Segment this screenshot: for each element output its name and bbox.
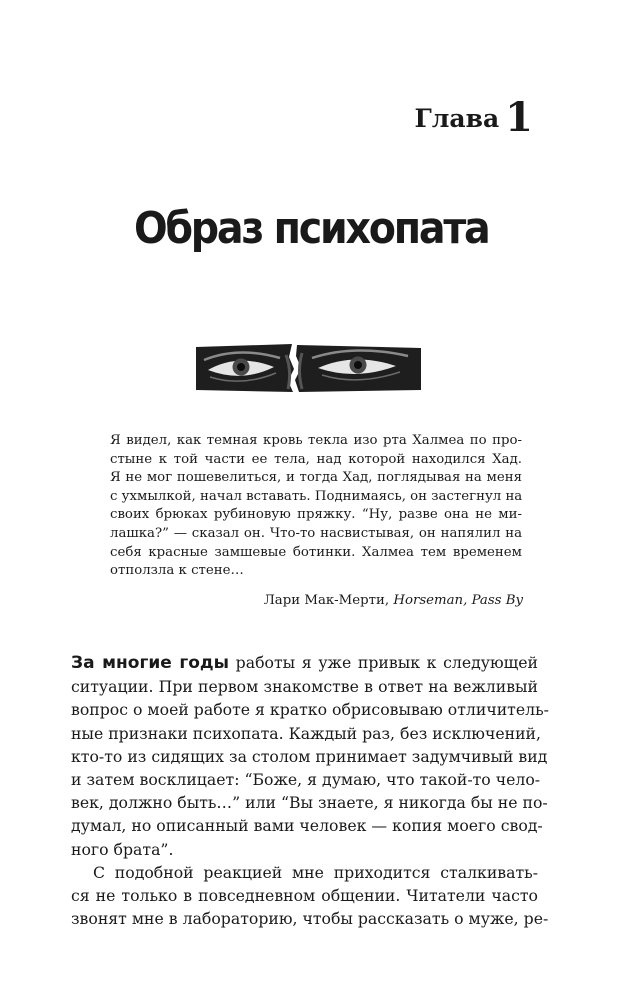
body-line: звонят мне в лабораторию, чтобы рассказать о муже, ре- [71, 909, 549, 929]
epigraph-line: Я видел, как темная кровь текла изо рта Халмеа по про- [110, 433, 522, 448]
epigraph-line: стыне к той части ее тела, над которой находился Хад. [110, 451, 522, 467]
body-line-text: работы я уже привык к следующей [229, 653, 539, 672]
epigraph-line: с ухмылкой, начал вставать. Поднимаясь, он застегнул на [110, 488, 523, 504]
epigraph [110, 432, 522, 581]
lead-phrase: За многие годы [71, 653, 230, 673]
attribution-author: Лари Мак-Мерти, [263, 593, 390, 608]
body-line: и затем восклицает: “Боже, я думаю, что такой-то чело- [71, 770, 541, 790]
body-line: думал, но описанный вами человек — копия моего свод- [71, 816, 543, 836]
body-line: кто-то из сидящих за столом принимает задумчивый вид [71, 746, 548, 766]
epigraph-line: отползла к стене… [110, 563, 244, 579]
chapter-label: Глава [414, 104, 500, 133]
body-line: ся не только в повседневном общении. Читатели часто [71, 886, 538, 906]
body-line: ситуации. При первом знакомстве в ответ на вежливый [71, 677, 538, 697]
epigraph-line: Я не мог пошевелиться, и тогда Хад, поглядывая на меня [110, 470, 522, 486]
body-line: век, должно быть…” или “Вы знаете, я никогда бы не по- [71, 793, 548, 813]
epigraph-line: себя красные замшевые ботинки. Халмеа тем временем [110, 544, 522, 560]
body-line: ные признаки психопата. Каждый раз, без исключений, [71, 723, 541, 743]
body-line: С подобной реакцией мне приходится сталкивать- [93, 862, 538, 882]
body-line: ного брата”. [71, 839, 174, 859]
attribution-work: Horseman, Pass By [393, 593, 523, 608]
body-text [71, 651, 549, 930]
chapter-number: 1 [505, 94, 533, 141]
chapter-title: Образ психопата [133, 203, 489, 254]
eyes-illustration [196, 343, 421, 393]
body-line: вопрос о моей работе я кратко обрисовываю отличитель- [71, 700, 549, 720]
epigraph-line: своих брюках рубиновую пряжку. “Ну, разве она не ми- [110, 507, 522, 523]
chapter-heading [414, 94, 534, 141]
body-line [71, 651, 538, 675]
epigraph-line: лашка?” — сказал он. Что-то насвистывая, он напялил на [110, 525, 522, 541]
epigraph-attribution [264, 592, 523, 610]
